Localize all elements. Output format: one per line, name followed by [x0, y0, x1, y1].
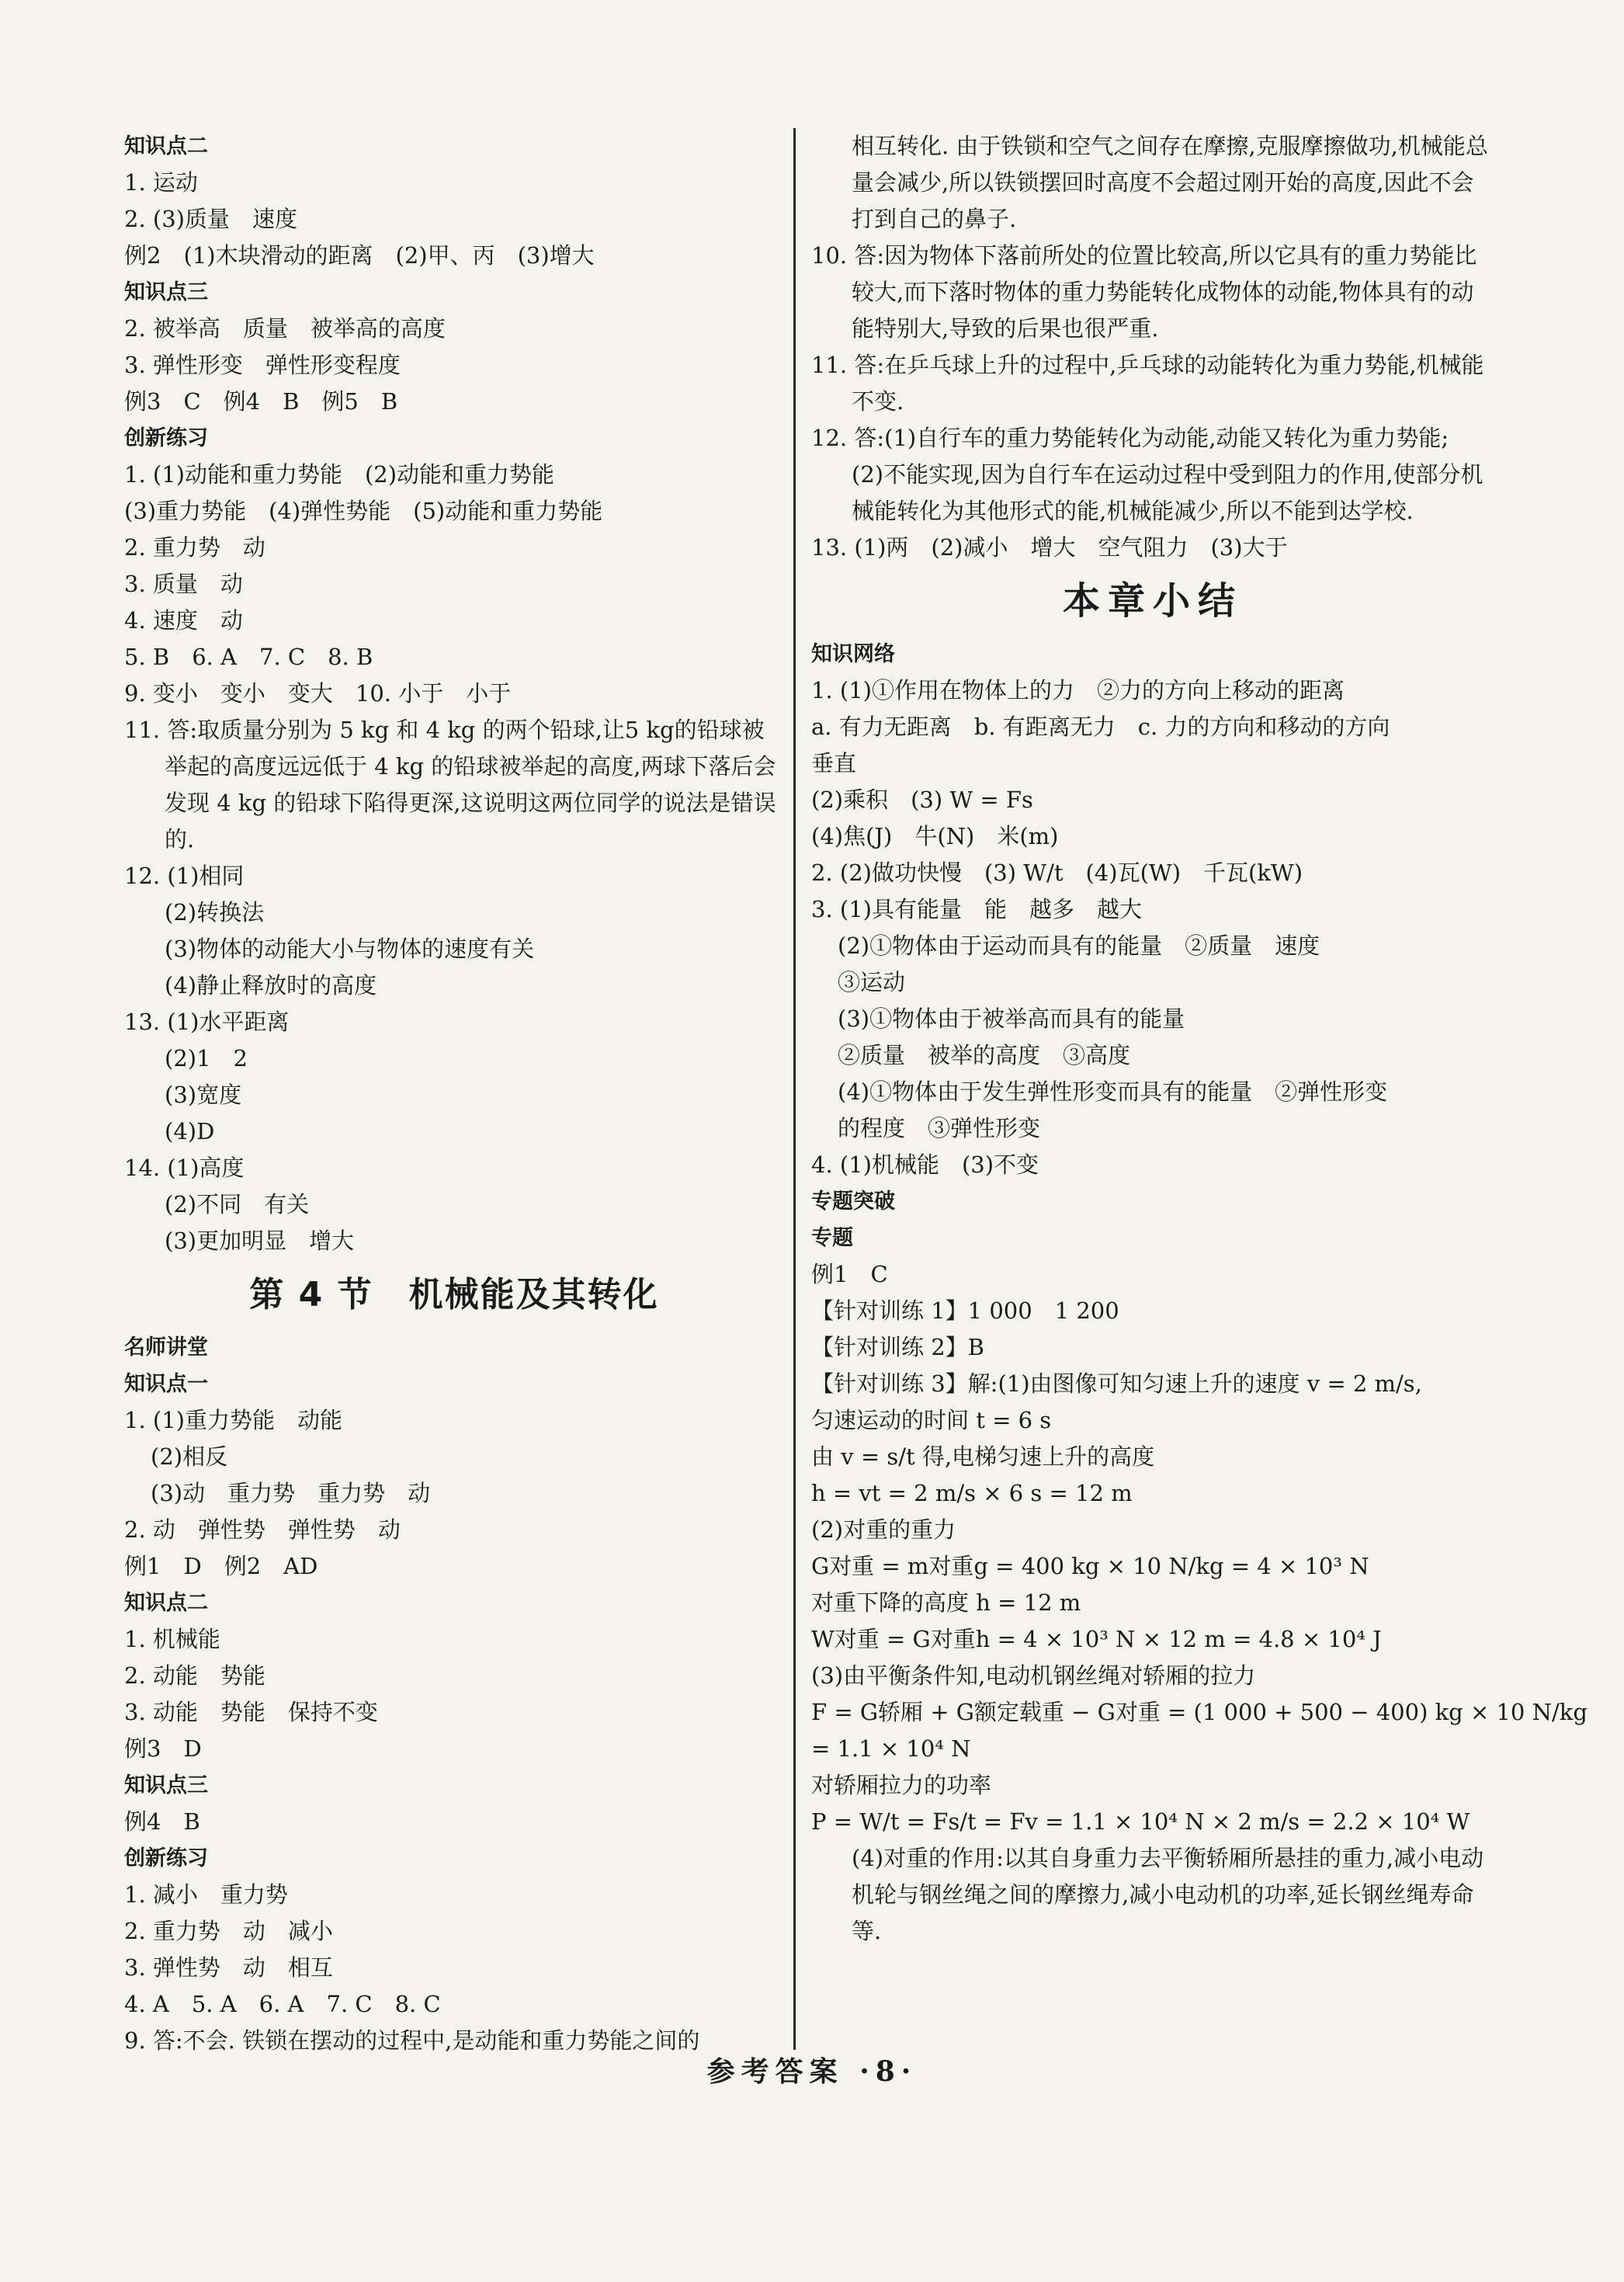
left-answer-line: 13. (1)水平距离	[124, 1009, 290, 1035]
right-answer-line: 【针对训练 2】B	[811, 1334, 984, 1360]
right-column	[811, 128, 1588, 1950]
right-answer-line: (3)由平衡条件知,电动机钢丝绳对轿厢的拉力	[811, 1662, 1256, 1689]
left-answer-line: 2. 重力势 动 减小	[124, 1918, 333, 1944]
right-answer-line: G对重 = m对重g = 400 kg × 10 N/kg = 4 × 10³ N	[811, 1553, 1369, 1579]
left-answer-line: 3. 质量 动	[124, 571, 243, 597]
left-answer-line: 例3 D	[124, 1735, 202, 1762]
right-answer-line: F = G轿厢 + G额定载重 − G对重 = (1 000 + 500 − 400) kg × 10 N/kg	[811, 1699, 1588, 1725]
left-answer-line: 例4 B	[124, 1808, 200, 1835]
left-answer-line: (3)动 重力势 重力势 动	[151, 1480, 431, 1506]
left-column	[124, 128, 784, 2059]
right-answer-line: 13. (1)两 (2)减小 增大 空气阻力 (3)大于	[811, 534, 1288, 561]
column-divider	[793, 128, 796, 2050]
right-answer-line: 【针对训练 1】1 000 1 200	[811, 1297, 1119, 1324]
right-answer-line: 相互转化. 由于铁锁和空气之间存在摩擦,克服摩擦做功,机械能总量会减少,所以铁锁摆回时高度不会超过刚开始的高度,因此不会打到自己的鼻子.	[852, 133, 1488, 232]
left-answer-line: 5. B 6. A 7. C 8. B	[124, 644, 373, 670]
left-answer-line: 1. (1)动能和重力势能 (2)动能和重力势能	[124, 461, 555, 488]
right-heading: 知识网络	[811, 642, 895, 666]
right-answer-line: (3)①物体由于被举高而具有的能量	[838, 1006, 1185, 1032]
left-heading: 知识点二	[124, 134, 208, 158]
left-answer-line: (3)宽度	[165, 1082, 242, 1108]
right-answer-line: 11. 答:在乒乓球上升的过程中,乒乓球的动能转化为重力势能,机械能不变.	[811, 352, 1484, 415]
right-answer-line: 由 v = s/t 得,电梯匀速上升的高度	[811, 1443, 1155, 1470]
left-answer-line: 例2 (1)木块滑动的距离 (2)甲、丙 (3)增大	[124, 242, 595, 269]
right-answer-line: 的程度 ③弹性形变	[838, 1115, 1041, 1141]
left-answer-line: (3)更加明显 增大	[165, 1228, 355, 1254]
right-answer-line: 【针对训练 3】解:(1)由图像可知匀速上升的速度 v = 2 m/s,	[811, 1370, 1422, 1397]
left-answer-line: 2. 动 弹性势 弹性势 动	[124, 1516, 401, 1543]
left-answer-line: 4. 速度 动	[124, 607, 243, 634]
right-bottom-block	[811, 636, 1588, 1950]
right-answer-line: (2)乘积 (3) W = Fs	[811, 787, 1033, 813]
left-answer-line: 12. (1)相同	[124, 863, 245, 889]
left-heading: 知识点三	[124, 280, 208, 304]
right-answer-line: (2)①物体由于运动而具有的能量 ②质量 速度	[838, 933, 1320, 959]
right-answer-line: 4. (1)机械能 (3)不变	[811, 1151, 1039, 1178]
left-answer-line: (4)静止释放时的高度	[165, 972, 377, 999]
right-answer-line: (2)不能实现,因为自行车在运动过程中受到阻力的作用,使部分机械能转化为其他形式的能,机械能减少,所以不能到达学校.	[852, 461, 1483, 524]
left-answer-line: 1. 减小 重力势	[124, 1881, 288, 1908]
left-answer-line: 2. 动能 势能	[124, 1662, 265, 1689]
left-heading: 知识点三	[124, 1773, 208, 1797]
right-answer-line: 2. (2)做功快慢 (3) W/t (4)瓦(W) 千瓦(kW)	[811, 860, 1303, 886]
left-answer-line: (2)不同 有关	[165, 1191, 310, 1217]
left-answer-line: 4. A 5. A 6. A 7. C 8. C	[124, 1991, 441, 2017]
right-answer-line: ②质量 被举的高度 ③高度	[838, 1042, 1131, 1068]
right-answer-line: 例1 C	[811, 1261, 888, 1287]
right-answer-line: P = W/t = Fs/t = Fv = 1.1 × 10⁴ N × 2 m/s = 2.2 × 10⁴ W	[811, 1808, 1470, 1835]
left-answer-line: (2)相反	[151, 1443, 228, 1470]
left-answer-line: 例3 C 例4 B 例5 B	[124, 388, 398, 415]
right-answer-line: h = vt = 2 m/s × 6 s = 12 m	[811, 1480, 1133, 1506]
left-answer-line: 1. 运动	[124, 169, 198, 196]
right-answer-line: 12. 答:(1)自行车的重力势能转化为动能,动能又转化为重力势能;	[811, 425, 1449, 451]
right-answer-line: 3. (1)具有能量 能 越多 越大	[811, 896, 1142, 922]
left-answer-line: 3. 弹性势 动 相互	[124, 1954, 333, 1981]
left-answer-line: 1. 机械能	[124, 1626, 220, 1652]
right-answer-line: 匀速运动的时间 t = 6 s	[811, 1407, 1052, 1433]
left-answer-line: 3. 弹性形变 弹性形变程度	[124, 352, 401, 378]
left-answer-line: (2)1 2	[165, 1045, 248, 1072]
left-bottom-block	[124, 1329, 784, 2059]
right-answer-line: 对轿厢拉力的功率	[811, 1772, 992, 1798]
left-answer-line: 9. 答:不会. 铁锁在摆动的过程中,是动能和重力势能之间的	[124, 2027, 700, 2054]
section-title: 第 4 节 机械能及其转化	[249, 1275, 659, 1315]
left-top-block	[124, 128, 784, 1259]
right-heading: 专题	[811, 1226, 853, 1250]
left-answer-line: (4)D	[165, 1118, 215, 1144]
left-answer-line: (3)物体的动能大小与物体的速度有关	[165, 936, 535, 962]
right-answer-line: 1. (1)①作用在物体上的力 ②力的方向上移动的距离	[811, 677, 1345, 703]
left-answer-line: 11. 答:取质量分别为 5 kg 和 4 kg 的两个铅球,让5 kg的铅球被举起的高度远远低于 4 kg 的铅球被举起的高度,两球下落后会发现 4 kg 的铅球下陷得更深,这说明这两位同学的说法是错误的.	[124, 717, 776, 853]
right-answer-line: ③运动	[838, 969, 906, 995]
page-footer: 参考答案 ·8·	[706, 2055, 918, 2088]
right-answer-line: 垂直	[811, 750, 857, 776]
left-heading: 知识点一	[124, 1372, 208, 1396]
right-answer-line: a. 有力无距离 b. 有距离无力 c. 力的方向和移动的方向	[811, 714, 1390, 740]
right-answer-line: 对重下降的高度 h = 12 m	[811, 1589, 1081, 1616]
left-answer-line: 14. (1)高度	[124, 1155, 245, 1181]
right-answer-line: (4)焦(J) 牛(N) 米(m)	[811, 823, 1059, 849]
chapter-title: 本章小结	[1062, 579, 1243, 623]
right-answer-line: = 1.1 × 10⁴ N	[811, 1735, 971, 1762]
left-heading: 创新练习	[124, 426, 208, 450]
left-answer-line: 2. 被举高 质量 被举高的高度	[124, 315, 446, 342]
left-heading: 名师讲堂	[124, 1336, 208, 1360]
left-answer-line: 2. 重力势 动	[124, 534, 265, 561]
right-answer-line: W对重 = G对重h = 4 × 10³ N × 12 m = 4.8 × 10⁴ J	[811, 1626, 1382, 1652]
right-heading: 专题突破	[811, 1190, 895, 1214]
right-answer-line: (4)①物体由于发生弹性形变而具有的能量 ②弹性形变	[838, 1078, 1388, 1105]
left-answer-line: (3)重力势能 (4)弹性势能 (5)动能和重力势能	[124, 498, 603, 524]
left-answer-line: 1. (1)重力势能 动能	[124, 1407, 342, 1433]
right-top-block	[811, 128, 1494, 566]
left-answer-line: 3. 动能 势能 保持不变	[124, 1699, 378, 1725]
left-answer-line: 2. (3)质量 速度	[124, 206, 297, 232]
right-answer-line: (2)对重的重力	[811, 1516, 956, 1543]
right-answer-line: (4)对重的作用:以其自身重力去平衡轿厢所悬挂的重力,减小电动机轮与钢丝绳之间的摩擦力,减小电动机的功率,延长钢丝绳寿命等.	[852, 1845, 1484, 1944]
left-answer-line: 例1 D 例2 AD	[124, 1553, 318, 1579]
left-heading: 创新练习	[124, 1846, 208, 1870]
left-heading: 知识点二	[124, 1591, 208, 1615]
left-answer-line: (2)转换法	[165, 899, 265, 926]
right-answer-line: 10. 答:因为物体下落前所处的位置比较高,所以它具有的重力势能比较大,而下落时物体的重力势能转化成物体的动能,物体具有的动能特别大,导致的后果也很严重.	[811, 242, 1477, 342]
left-answer-line: 9. 变小 变小 变大 10. 小于 小于	[124, 680, 512, 707]
